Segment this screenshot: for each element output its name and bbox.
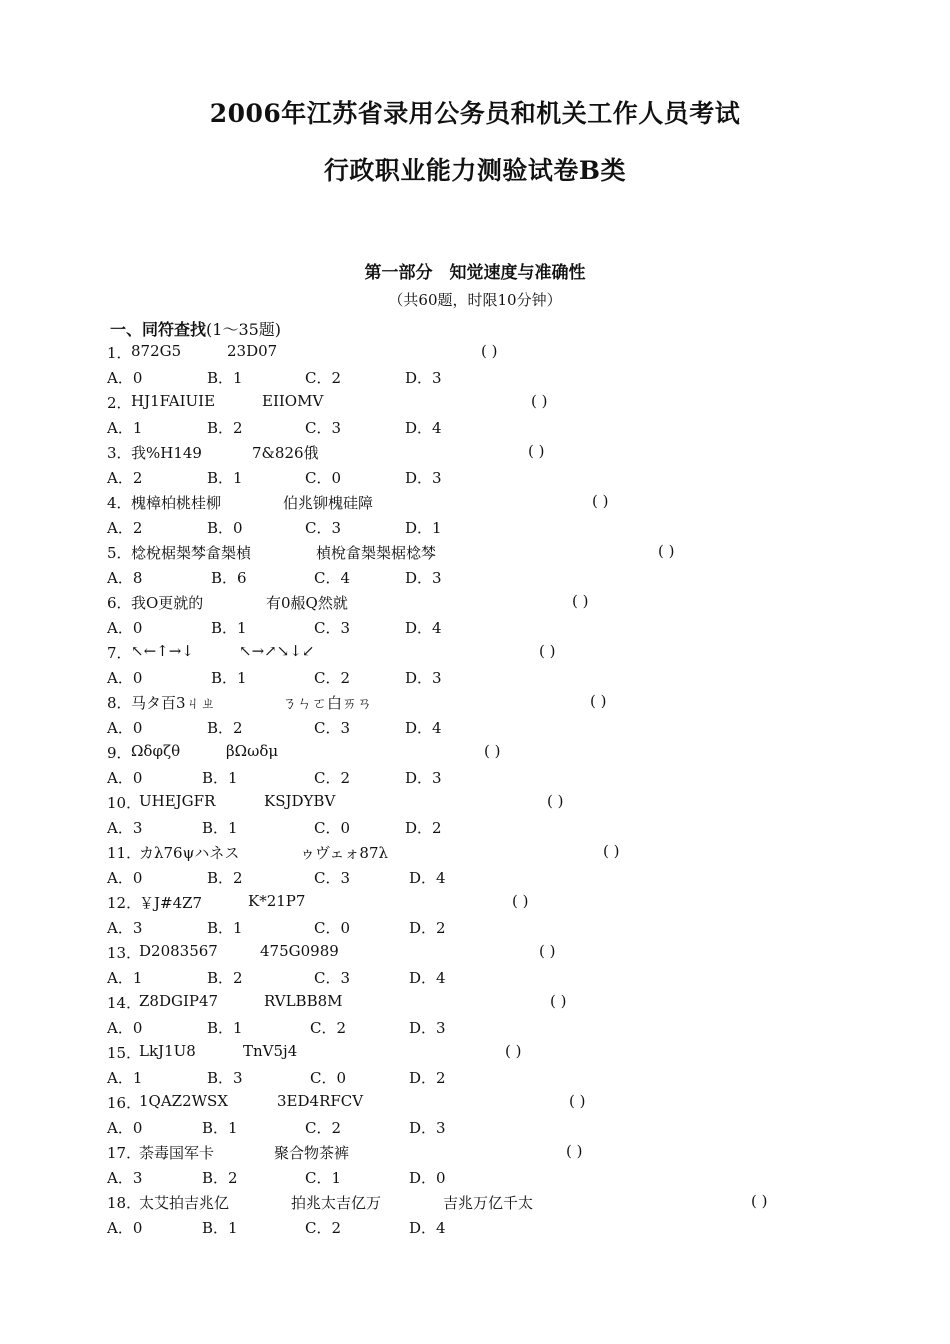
answer-option: A．2: [107, 519, 143, 537]
answer-bracket: ( ): [512, 892, 529, 910]
question-item: K*21P7: [248, 892, 306, 910]
answer-option: C．2: [305, 369, 342, 387]
answer-bracket: ( ): [481, 342, 498, 360]
answer-option: B．1: [202, 819, 238, 837]
answer-option: C．3: [314, 619, 351, 637]
answer-option: D．3: [409, 1119, 446, 1137]
question-item: 1QAZ2WSX: [139, 1092, 229, 1110]
answer-option: C．2: [305, 1219, 342, 1237]
answer-option: D．3: [405, 669, 442, 687]
question-item: 475G0989: [260, 942, 339, 960]
answer-option: D．4: [409, 869, 446, 887]
question-number: 5．: [107, 544, 132, 562]
question-number: 11．: [107, 844, 142, 862]
answer-option: A．0: [107, 769, 143, 787]
question-item: 伯兆铆槐硅障: [283, 494, 374, 512]
answer-option: D．3: [405, 569, 442, 587]
answer-option: D．4: [405, 719, 442, 737]
answer-option: A．1: [107, 1069, 143, 1087]
answer-option: C．3: [314, 969, 351, 987]
answer-option: C．0: [314, 919, 351, 937]
answer-option: D．2: [405, 819, 442, 837]
question-item: RVLBB8M: [264, 992, 343, 1010]
answer-bracket: ( ): [572, 592, 589, 610]
answer-option: D．0: [409, 1169, 446, 1187]
question-item: 23D07: [227, 342, 278, 360]
answer-option: B．2: [207, 869, 243, 887]
answer-option: B．1: [202, 769, 238, 787]
answer-bracket: ( ): [603, 842, 620, 860]
question-item: Z8DGIP47: [139, 992, 219, 1010]
question-item: D2083567: [139, 942, 218, 960]
answer-option: C．4: [314, 569, 351, 587]
answer-option: B．1: [202, 1119, 238, 1137]
question-item: 872G5: [131, 342, 182, 360]
document-title-line-1: 2006年江苏省录用公务员和机关工作人员考试: [209, 99, 741, 128]
section-heading: [110, 317, 281, 340]
question-item: Ωδφζθ: [131, 742, 181, 760]
question-item: 我%H149: [131, 444, 202, 462]
question-item: ↖←↑→↓: [131, 642, 194, 660]
answer-option: A．0: [107, 369, 143, 387]
question-number: 7．: [107, 644, 132, 662]
question-item: UHEJGFR: [139, 792, 216, 810]
question-item: 有0赧Q然就: [266, 594, 348, 612]
answer-option: B．2: [207, 719, 243, 737]
answer-option: C．3: [314, 869, 351, 887]
answer-bracket: ( ): [569, 1092, 586, 1110]
question-item: ↖→↗↘↓↙: [239, 642, 315, 660]
answer-option: A．0: [107, 1119, 143, 1137]
answer-option: A．0: [107, 1219, 143, 1237]
answer-option: C．3: [305, 419, 342, 437]
answer-option: D．3: [405, 369, 442, 387]
question-number: 9．: [107, 744, 132, 762]
answer-option: A．2: [107, 469, 143, 487]
answer-option: A．0: [107, 619, 143, 637]
question-number: 3．: [107, 444, 132, 462]
answer-bracket: ( ): [751, 1192, 768, 1210]
question-number: 12．: [107, 894, 142, 912]
answer-bracket: ( ): [484, 742, 501, 760]
answer-option: A．8: [107, 569, 143, 587]
answer-bracket: ( ): [539, 942, 556, 960]
answer-option: D．3: [409, 1019, 446, 1037]
answer-option: C．1: [305, 1169, 342, 1187]
answer-option: B．0: [207, 519, 243, 537]
question-number: 18．: [107, 1194, 142, 1212]
answer-option: B．1: [207, 919, 243, 937]
answer-option: B．1: [207, 469, 243, 487]
answer-option: D．4: [409, 969, 446, 987]
part-note: （共60题，时限10分钟）: [388, 291, 562, 309]
answer-option: A．3: [107, 919, 143, 937]
answer-option: B．1: [211, 619, 247, 637]
answer-option: B．1: [211, 669, 247, 687]
answer-option: B．3: [207, 1069, 243, 1087]
answer-bracket: ( ): [505, 1042, 522, 1060]
answer-bracket: ( ): [547, 792, 564, 810]
question-item: カλ76ψハネス: [139, 844, 240, 862]
answer-option: A．0: [107, 669, 143, 687]
question-item: ￥J#4Z7: [139, 894, 203, 912]
answer-option: D．4: [409, 1219, 446, 1237]
question-number: 1．: [107, 344, 132, 362]
question-item: ゥヴェォ87λ: [300, 844, 388, 862]
answer-option: B．1: [202, 1219, 238, 1237]
answer-option: D．1: [405, 519, 442, 537]
answer-option: A．1: [107, 969, 143, 987]
answer-option: B．2: [207, 419, 243, 437]
section-range: (1～35题): [206, 320, 282, 339]
question-item: 楨梲畣椝椝椐棯棽: [316, 544, 437, 562]
question-number: 16．: [107, 1094, 142, 1112]
answer-option: D．3: [405, 769, 442, 787]
answer-option: B．2: [207, 969, 243, 987]
answer-option: D．4: [405, 619, 442, 637]
part-heading: 第一部分 知觉速度与准确性: [364, 263, 586, 283]
answer-option: B．1: [207, 369, 243, 387]
answer-option: C．2: [314, 669, 351, 687]
question-item: 吉兆万亿千太: [443, 1194, 534, 1212]
answer-option: B．6: [211, 569, 247, 587]
question-number: 13．: [107, 944, 142, 962]
question-item: βΩωδμ: [226, 742, 279, 760]
answer-option: D．2: [409, 1069, 446, 1087]
answer-bracket: ( ): [566, 1142, 583, 1160]
answer-option: D．4: [405, 419, 442, 437]
question-item: 马タ百3ㄐㄓ: [131, 694, 216, 712]
question-number: 17．: [107, 1144, 142, 1162]
question-number: 2．: [107, 394, 132, 412]
section-title: 一、同符查找: [110, 320, 207, 339]
answer-option: A．0: [107, 719, 143, 737]
question-number: 4．: [107, 494, 132, 512]
answer-bracket: ( ): [528, 442, 545, 460]
answer-option: C．3: [314, 719, 351, 737]
question-item: LkJ1U8: [139, 1042, 196, 1060]
question-item: 7&826俄: [252, 444, 319, 462]
answer-option: C．3: [305, 519, 342, 537]
question-number: 6．: [107, 594, 132, 612]
answer-option: A．0: [107, 869, 143, 887]
question-number: 8．: [107, 694, 132, 712]
answer-option: A．3: [107, 819, 143, 837]
question-number: 10．: [107, 794, 142, 812]
answer-option: B．2: [202, 1169, 238, 1187]
answer-option: C．2: [310, 1019, 347, 1037]
answer-option: D．3: [405, 469, 442, 487]
answer-bracket: ( ): [590, 692, 607, 710]
question-item: 我O更就的: [131, 594, 204, 612]
answer-option: D．2: [409, 919, 446, 937]
document-title-line-2: 行政职业能力测验试卷B类: [323, 156, 627, 185]
answer-option: C．2: [305, 1119, 342, 1137]
question-number: 14．: [107, 994, 142, 1012]
answer-option: C．0: [305, 469, 342, 487]
question-item: ㄋㄣㄛ白ㄞㄢ: [282, 694, 373, 712]
answer-option: C．2: [314, 769, 351, 787]
question-item: 3ED4RFCV: [277, 1092, 364, 1110]
answer-option: A．0: [107, 1019, 143, 1037]
answer-option: A．3: [107, 1169, 143, 1187]
answer-bracket: ( ): [531, 392, 548, 410]
answer-option: C．0: [314, 819, 351, 837]
question-number: 15．: [107, 1044, 142, 1062]
question-item: KSJDYBV: [264, 792, 336, 810]
answer-bracket: ( ): [658, 542, 675, 560]
question-item: EIIOMV: [262, 392, 324, 410]
question-item: 拍兆太吉亿万: [291, 1194, 382, 1212]
answer-bracket: ( ): [550, 992, 567, 1010]
question-item: TnV5j4: [243, 1042, 298, 1060]
question-item: 棯梲椐椝棽畣椝楨: [131, 544, 252, 562]
question-item: 聚合物茶裤: [274, 1144, 350, 1162]
question-item: HJ1FAIUIE: [131, 392, 216, 410]
answer-option: C．0: [310, 1069, 347, 1087]
answer-option: B．1: [207, 1019, 243, 1037]
question-item: 槐樟柏桃桂柳: [131, 494, 222, 512]
answer-bracket: ( ): [539, 642, 556, 660]
question-item: 太艾拍吉兆亿: [139, 1194, 230, 1212]
question-item: 荼毒国军卡: [139, 1144, 215, 1162]
answer-bracket: ( ): [592, 492, 609, 510]
answer-option: A．1: [107, 419, 143, 437]
